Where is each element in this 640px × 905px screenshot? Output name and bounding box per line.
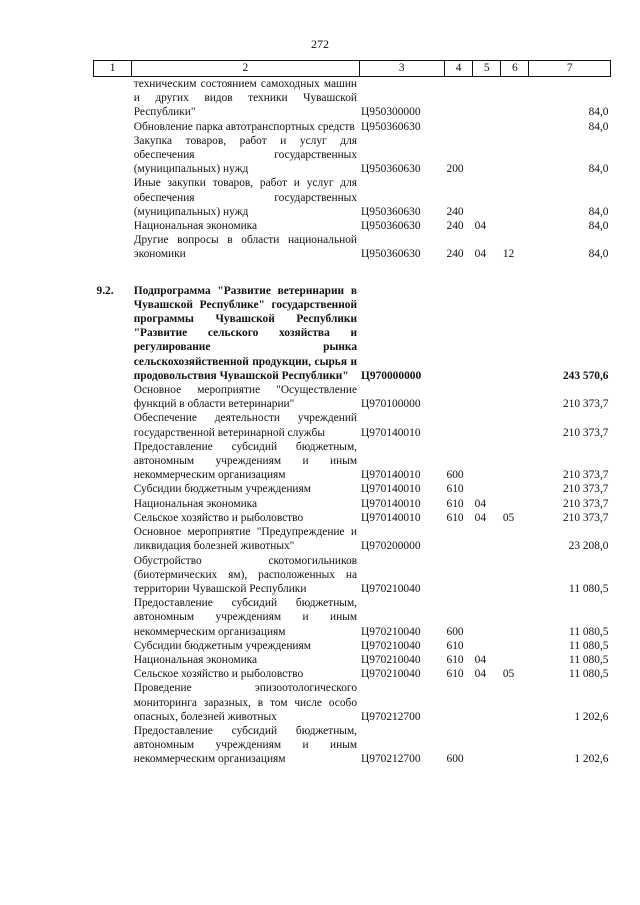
spacer-cell [94,262,611,284]
row-number [94,596,132,639]
row-col-6: 05 [502,668,515,681]
row-col-4 [445,681,473,724]
row-col-5 [473,596,501,639]
row-amount: 11 080,5 [569,625,609,638]
row-name: Сельское хозяйство и рыболовство [133,668,304,681]
row-col-6 [501,77,529,120]
row-col-4: 600 [446,469,464,482]
row-code: Ц950360630 [361,248,421,261]
row-col-5: 04 [474,220,487,233]
table-row [94,219,611,233]
row-col-4: 610 [446,639,464,652]
row-col-4: 600 [446,753,464,766]
row-col-4 [445,120,473,134]
row-col-4: 610 [446,483,464,496]
row-col-4: 610 [446,668,464,681]
row-code: Ц970140010 [361,426,421,439]
row-amount: 11 080,5 [569,639,609,652]
row-name: Основное мероприятие "Осуществление функций в области ветеринарии" [133,384,358,411]
row-col-5: 04 [474,248,487,261]
row-amount: 84,0 [588,163,609,176]
row-name: Обеспечение деятельности учреждений государственной ветеринарной службы [133,412,358,439]
row-amount: 210 373,7 [562,398,609,411]
row-col-5 [473,724,501,767]
row-code: Ц970000000 [361,369,422,382]
row-col-5 [473,554,501,597]
budget-table [93,60,611,767]
row-amount: 210 373,7 [562,497,609,510]
row-name: Другие вопросы в области национальной экономики [133,234,358,261]
row-name: техническим состоянием самоходных машин и других видов техники Чувашской Республики" [133,78,358,119]
row-col-6 [501,411,529,439]
row-amount: 210 373,7 [562,483,609,496]
table-row [94,653,611,667]
header-col-2: 2 [132,61,359,77]
row-number [94,667,132,681]
table-row [94,681,611,724]
table-row [94,596,611,639]
row-amount: 84,0 [588,220,609,233]
row-name: Подпрограмма "Развитие ветеринарии в Чувашской Республике" государственной программы Чувашской Республики "Развитие сельского хозяйства и регулирование рынка сельскохозяйственной продукции, сырья и продовольствия Чувашской Республики" [133,284,358,382]
row-number [94,219,132,233]
row-col-5: 04 [474,668,487,681]
row-col-5: 04 [474,511,487,524]
table-row [94,497,611,511]
header-row [94,61,611,77]
row-amount: 11 080,5 [569,653,609,666]
row-col-6 [501,554,529,597]
table-row [94,383,611,411]
row-col-4 [445,554,473,597]
row-code: Ц970210040 [361,639,421,652]
row-code: Ц970140010 [361,469,421,482]
row-number [94,482,132,496]
row-name: Сельское хозяйство и рыболовство [133,511,304,524]
row-code: Ц950360630 [361,220,421,233]
row-col-6: 12 [502,248,515,261]
row-number [94,411,132,439]
row-amount: 11 080,5 [569,582,609,595]
row-col-5 [473,440,501,483]
row-col-6: 05 [502,511,515,524]
row-col-5 [473,681,501,724]
row-col-6 [501,120,529,134]
row-amount: 23 208,0 [568,540,609,553]
row-col-4: 240 [446,220,464,233]
table-row [94,639,611,653]
row-col-6 [501,639,529,653]
header-col-4: 4 [445,61,473,77]
row-name: Предоставление субсидий бюджетным, автономным учреждениям и иным некоммерческим организациям [133,597,358,638]
row-code: Ц970210040 [361,625,421,638]
row-code: Ц970140010 [361,511,421,524]
row-code: Ц970200000 [361,540,421,553]
row-number [94,497,132,511]
row-amount: 84,0 [588,205,609,218]
header-col-3: 3 [359,61,444,77]
table-row [94,724,611,767]
row-name: Проведение эпизоотологического мониторинга заразных, в том числе особо опасных, болезней животных [133,682,358,723]
row-amount: 84,0 [588,120,609,133]
table-row [94,440,611,483]
row-col-4 [445,284,473,383]
row-name: Обновление парка автотранспортных средств [133,120,355,133]
row-amount: 1 202,6 [574,753,609,766]
row-amount: 1 202,6 [574,710,609,723]
row-code: Ц970210040 [361,653,421,666]
row-col-6 [501,681,529,724]
row-col-4 [445,525,473,553]
row-col-4: 610 [446,497,464,510]
table-row [94,511,611,525]
row-number [94,77,132,120]
row-number [94,554,132,597]
row-number [94,525,132,553]
row-amount: 210 373,7 [562,469,609,482]
row-col-5: 04 [474,653,487,666]
header-col-5: 5 [473,61,501,77]
table-body [94,77,611,767]
row-col-6 [501,482,529,496]
header-col-6: 6 [501,61,529,77]
row-col-4: 240 [446,248,464,261]
row-name: Субсидии бюджетным учреждениям [133,483,311,496]
row-amount: 210 373,7 [562,426,609,439]
row-code: Ц970212700 [361,753,421,766]
row-number [94,511,132,525]
row-code: Ц970210040 [361,582,421,595]
row-col-4 [445,411,473,439]
table-row [94,120,611,134]
row-code: Ц950300000 [361,106,421,119]
row-name: Субсидии бюджетным учреждениям [133,639,311,652]
row-amount: 84,0 [588,106,609,119]
table-row [94,284,611,383]
row-col-5 [473,134,501,177]
table-row [94,482,611,496]
spacer-row [94,262,611,284]
row-col-5 [473,639,501,653]
row-code: Ц970140010 [361,497,421,510]
row-code: Ц950360630 [361,120,421,133]
row-col-6 [501,724,529,767]
row-col-6 [501,383,529,411]
row-name: Обустройство скотомогильников (биотермических ям), расположенных на территории Чувашской Республики [133,554,358,595]
row-number [94,681,132,724]
table-header [94,61,611,77]
row-col-4: 610 [446,511,464,524]
row-col-5 [473,525,501,553]
row-name: Закупка товаров, работ и услуг для обеспечения государственных (муниципальных) нужд [133,134,358,176]
row-col-5 [473,383,501,411]
row-number [94,383,132,411]
table-row [94,667,611,681]
page-number: 272 [311,37,329,51]
row-col-5 [473,176,501,219]
row-number [94,639,132,653]
row-number: 9.2. [96,284,114,297]
row-code: Ц970140010 [361,483,421,496]
row-amount: 243 570,6 [562,369,609,382]
row-col-6 [501,176,529,219]
row-name: Основное мероприятие "Предупреждение и ликвидация болезней животных" [133,526,358,553]
row-col-6 [501,284,529,383]
row-col-6 [501,525,529,553]
row-number [94,440,132,483]
row-col-6 [501,440,529,483]
row-col-4: 610 [446,653,464,666]
row-name: Национальная экономика [133,220,258,233]
row-number [94,724,132,767]
row-col-6 [501,596,529,639]
row-col-5 [473,77,501,120]
row-code: Ц970212700 [361,710,421,723]
row-number [94,120,132,134]
row-code: Ц950360630 [361,163,421,176]
row-col-4: 240 [446,205,464,218]
table-row [94,411,611,439]
row-number [94,653,132,667]
row-col-5 [473,482,501,496]
row-name: Предоставление субсидий бюджетным, автономным учреждениям и иным некоммерческим организациям [133,724,358,766]
table-row [94,176,611,219]
table-row [94,77,611,120]
row-amount: 11 080,5 [569,668,609,681]
table-row [94,233,611,261]
row-amount: 210 373,7 [562,511,609,524]
header-col-1: 1 [94,61,132,77]
row-col-4: 600 [446,625,464,638]
table-row [94,134,611,177]
row-number [94,233,132,261]
table-row [94,525,611,553]
row-name: Предоставление субсидий бюджетным, автономным учреждениям и иным некоммерческим организациям [133,440,358,482]
row-code: Ц950360630 [361,205,421,218]
table-row [94,554,611,597]
row-col-5: 04 [474,497,487,510]
row-col-4 [445,383,473,411]
row-col-5 [473,284,501,383]
row-number [94,176,132,219]
row-col-6 [501,653,529,667]
row-name: Национальная экономика [133,653,258,666]
row-col-4 [445,77,473,120]
row-name: Национальная экономика [133,497,258,510]
row-amount: 84,0 [588,248,609,261]
row-name: Иные закупки товаров, работ и услуг для обеспечения государственных (муниципальных) нужд [133,177,358,218]
row-col-4: 200 [446,163,464,176]
row-col-5 [473,411,501,439]
row-col-6 [501,497,529,511]
row-col-5 [473,120,501,134]
row-code: Ц970100000 [361,398,421,411]
row-col-6 [501,219,529,233]
row-col-6 [501,134,529,177]
header-col-7: 7 [529,61,611,77]
row-code: Ц970210040 [361,668,421,681]
row-number [94,134,132,177]
